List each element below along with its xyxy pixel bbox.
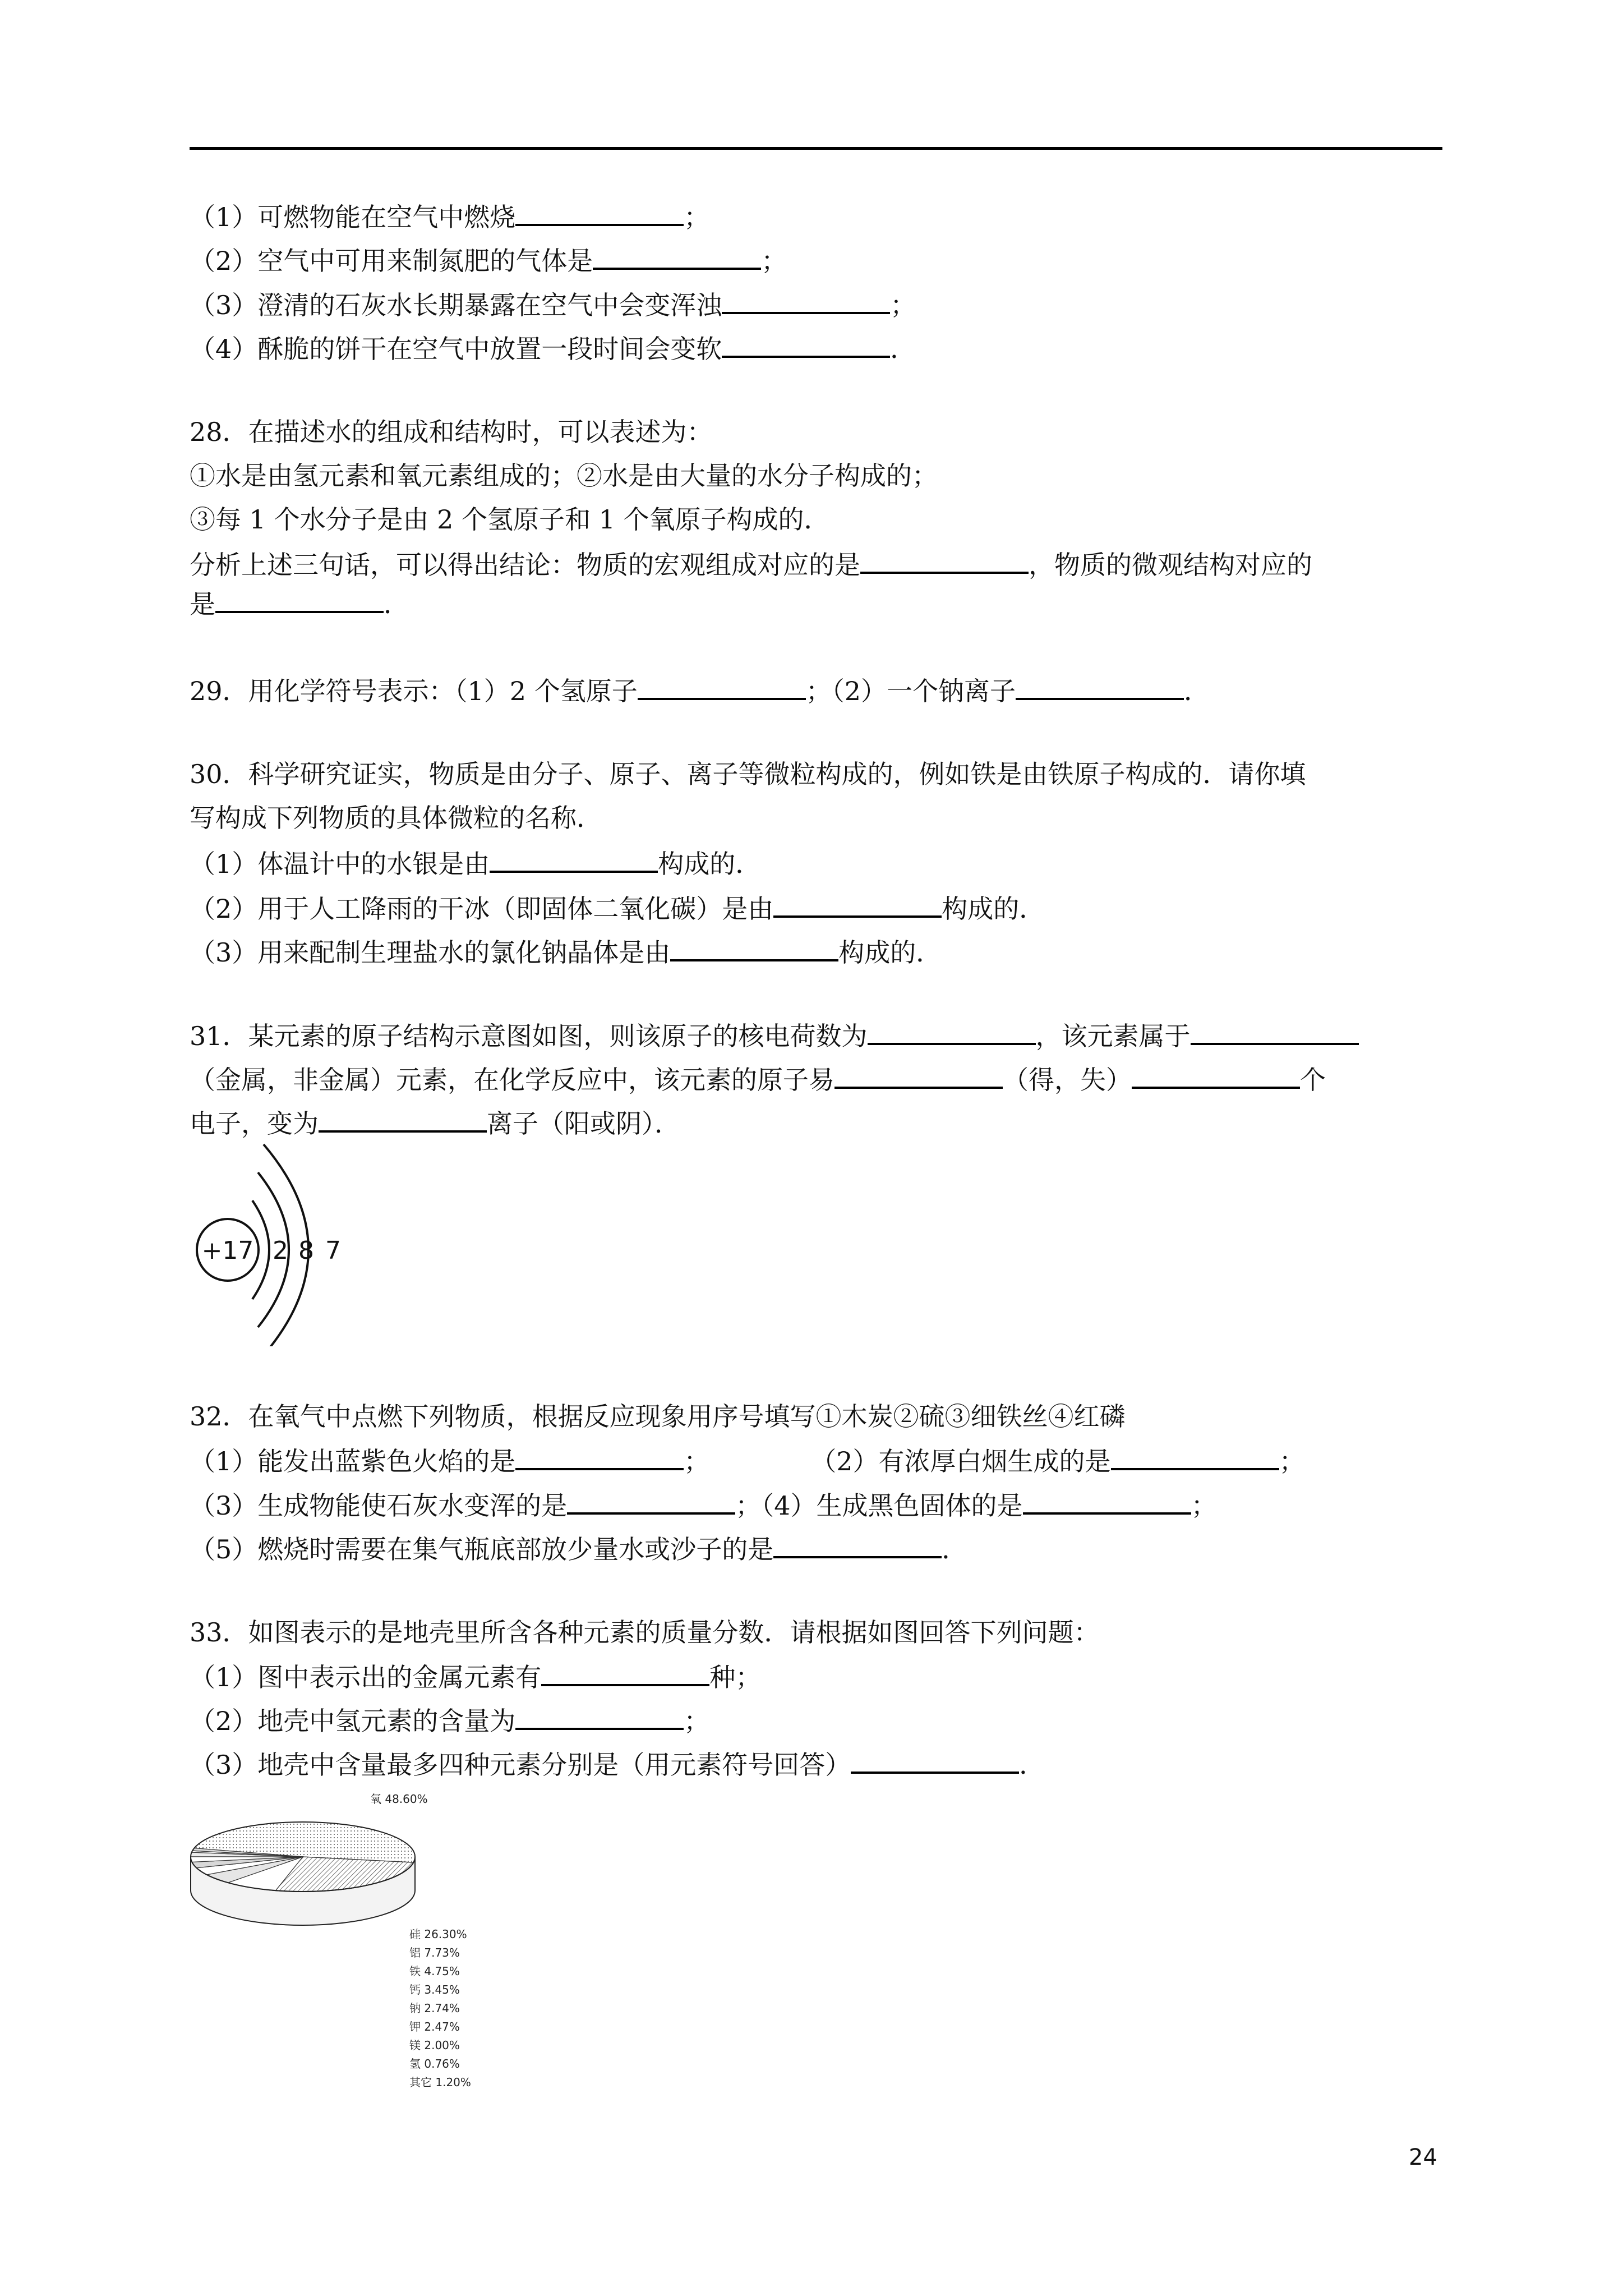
q33-item-1: （1）图中表示出的金属元素有 种； [190,1659,761,1694]
q27-item-2: （2）空气中可用来制氮肥的气体是 ； [190,243,787,278]
q32-line-3: （5）燃烧时需要在集气瓶底部放少量水或沙子的是 ． [190,1531,967,1566]
q33-item-3: （3）地壳中含量最多四种元素分别是（用元素符号回答） ． [190,1747,1045,1782]
pie-label-4: 钙 3.45% [409,1983,460,1996]
answer-blank[interactable] [319,1106,487,1133]
q29: 29．用化学符号表示：（1）2 个氢原子 ；（2）一个钠离子 ． [190,673,1210,708]
answer-blank[interactable] [515,199,684,226]
q32-line-2: （3）生成物能使石灰水变浑的是 ；（4）生成黑色固体的是 ； [190,1488,1217,1522]
shell-electrons-1: 2 [273,1236,288,1265]
answer-blank[interactable] [851,1747,1019,1774]
q33-stem: 33．如图表示的是地壳里所含各种元素的质量分数．请根据如图回答下列问题： [190,1617,1100,1648]
answer-blank[interactable] [490,846,658,873]
pie-label-8: 氢 0.76% [409,2057,460,2070]
page-number: 24 [1409,2145,1437,2170]
answer-blank[interactable] [860,547,1029,574]
q30-item-2: （2）用于人工降雨的干冰（即固体二氧化碳）是由 构成的． [190,891,1045,926]
q27-item-1: （1）可燃物能在空气中燃烧 ； [190,199,709,234]
answer-blank[interactable] [1111,1443,1279,1470]
answer-blank[interactable] [670,935,838,961]
q30-stem-1: 30．科学研究证实，物质是由分子、原子、离子等微粒构成的，例如铁是由铁原子构成的．请你填 [190,759,1306,789]
q28-conclusion-cont: 是 ． [190,586,409,621]
answer-blank[interactable] [567,1488,735,1515]
q28-statement-2: ③每 1 个水分子是由 2 个氢原子和 1 个氧原子构成的． [190,504,830,535]
q31-line-1: 31．某元素的原子结构示意图如图，则该原子的核电荷数为 ，该元素属于 [190,1018,1359,1053]
answer-blank[interactable] [773,1531,942,1558]
nucleus-charge: +17 [201,1236,254,1265]
shell-electrons-2: 8 [298,1236,314,1265]
q32-stem: 32．在氧气中点燃下列物质，根据反应现象用序号填写①木炭②硫③细铁丝④红磷 [190,1401,1126,1432]
q28-conclusion: 分析上述三句话，可以得出结论：物质的宏观组成对应的是 ，物质的微观结构对应的 [190,547,1312,582]
answer-blank[interactable] [515,1443,684,1470]
q30-item-1: （1）体温计中的水银是由 构成的． [190,846,761,881]
q28-stem: 28．在描述水的组成和结构时，可以表述为： [190,417,713,447]
answer-blank[interactable] [722,331,890,358]
pie-label-9: 其它 1.20% [409,2076,471,2089]
atom-structure-diagram [191,1133,359,1346]
q27-item-4: （4）酥脆的饼干在空气中放置一段时间会变软 ． [190,331,916,366]
header-rule [190,147,1442,150]
pie-label-3: 铁 4.75% [409,1964,460,1978]
q31-line-2: （金属，非金属）元素，在化学反应中，该元素的原子易 （得，失） 个 [190,1062,1326,1097]
answer-blank[interactable] [638,673,806,700]
q28-statement-1: ①水是由氢元素和氧元素组成的；②水是由大量的水分子构成的； [190,461,938,491]
q30-item-3: （3）用来配制生理盐水的氯化钠晶体是由 构成的． [190,935,942,969]
answer-blank[interactable] [773,891,942,918]
q30-stem-2: 写构成下列物质的具体微粒的名称． [190,803,602,833]
answer-blank[interactable] [834,1062,1003,1089]
shell-electrons-3: 7 [325,1236,341,1265]
answer-blank[interactable] [1016,673,1184,700]
pie-label-6: 钾 2.47% [409,2020,460,2033]
q32-line-1: （1）能发出蓝紫色火焰的是 ； （2）有浓厚白烟生成的是 ； [190,1443,1305,1478]
electron-shell-1 [252,1200,269,1299]
pie-label-1: 硅 26.30% [409,1927,467,1941]
pie-label-5: 钠 2.74% [409,2001,460,2015]
pie-label-2: 铝 7.73% [409,1946,460,1959]
answer-blank[interactable] [215,586,384,613]
q31-line-3: 电子，变为 离子（阳或阴）． [190,1106,680,1140]
q33-item-2: （2）地壳中氢元素的含量为 ； [190,1703,709,1738]
pie-label-7: 镁 2.00% [409,2039,460,2052]
answer-blank[interactable] [515,1703,684,1730]
answer-blank[interactable] [868,1018,1036,1045]
earth-crust-pie-chart [185,1789,421,1958]
answer-blank[interactable] [1023,1488,1191,1515]
answer-blank[interactable] [1191,1018,1359,1045]
pie-label-0: 氧 48.60% [370,1792,428,1806]
answer-blank[interactable] [541,1659,709,1686]
answer-blank[interactable] [1132,1062,1300,1089]
answer-blank[interactable] [722,287,890,314]
answer-blank[interactable] [593,243,761,270]
q27-item-3: （3）澄清的石灰水长期暴露在空气中会变浑浊 ； [190,287,916,322]
